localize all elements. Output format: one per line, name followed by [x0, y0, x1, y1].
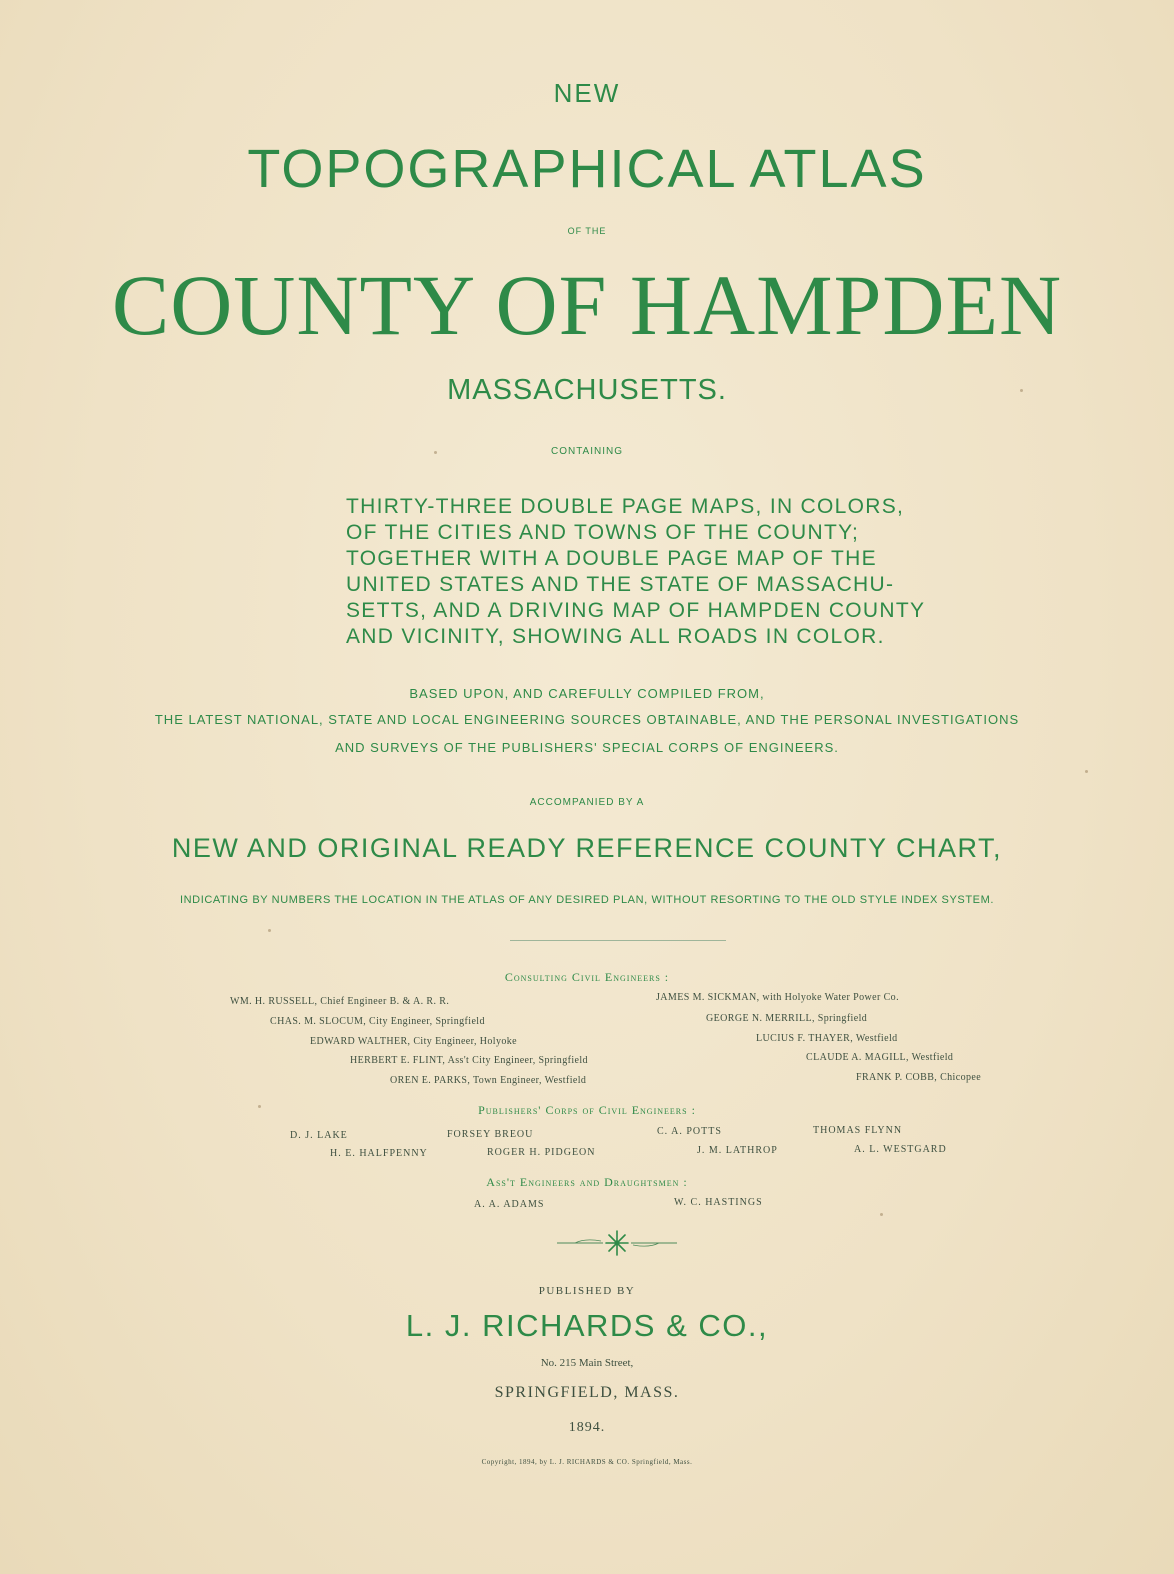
containing-label: CONTAINING: [550, 446, 624, 457]
state-name: MASSACHUSETTS.: [447, 374, 727, 406]
paper-speck: [1085, 770, 1088, 773]
assistants-heading: Ass't Engineers and Draughtsmen :: [486, 1175, 688, 1189]
publisher-city: SPRINGFIELD, MASS.: [494, 1384, 680, 1401]
engineer-entry: LUCIUS F. THAYER, Westfield: [756, 1033, 898, 1044]
description-line: OF THE CITIES AND TOWNS OF THE COUNTY;: [346, 521, 860, 544]
page-title: COUNTY OF HAMPDEN: [111, 257, 1063, 353]
corps-member: A. L. WESTGARD: [854, 1144, 947, 1155]
paper-speck: [258, 1105, 261, 1108]
corps-heading: Publishers' Corps of Civil Engineers :: [478, 1103, 696, 1117]
paper-speck: [1020, 389, 1023, 392]
corps-member: C. A. POTTS: [657, 1126, 722, 1137]
description-line: TOGETHER WITH A DOUBLE PAGE MAP OF THE: [346, 547, 877, 570]
contents-description: [346, 494, 926, 650]
surveys-line: AND SURVEYS OF THE PUBLISHERS' SPECIAL CORPS OF ENGINEERS.: [335, 740, 839, 755]
corps-member: H. E. HALFPENNY: [330, 1148, 428, 1159]
engineer-entry: HERBERT E. FLINT, Ass't City Engineer, Springfield: [350, 1055, 588, 1066]
engineer-entry: WM. H. RUSSELL, Chief Engineer B. & A. R. R.: [230, 996, 450, 1007]
indicating-line: INDICATING BY NUMBERS THE LOCATION IN THE ATLAS OF ANY DESIRED PLAN, WITHOUT RESORTING TO THE OLD STYLE INDEX SYSTEM.: [179, 894, 995, 906]
paper-speck: [434, 451, 437, 454]
of-the-label: OF THE: [567, 226, 607, 236]
publisher-street: No. 215 Main Street,: [540, 1357, 634, 1369]
assistant-member: A. A. ADAMS: [474, 1199, 545, 1210]
accompanied-by-label: ACCOMPANIED BY A: [529, 797, 645, 808]
engineer-entry: JAMES M. SICKMAN, with Holyoke Water Power Co.: [656, 992, 899, 1003]
engineer-entry: GEORGE N. MERRILL, Springfield: [706, 1013, 868, 1024]
engineer-entry: OREN E. PARKS, Town Engineer, Westfield: [390, 1075, 587, 1086]
based-upon-line: BASED UPON, AND CAREFULLY COMPILED FROM,: [409, 686, 765, 701]
publication-year: 1894.: [568, 1420, 606, 1435]
corps-member: ROGER H. PIDGEON: [487, 1147, 596, 1158]
floral-ornament-icon: [555, 1230, 679, 1256]
assistant-member: W. C. HASTINGS: [674, 1197, 763, 1208]
corps-member: FORSEY BREOU: [447, 1129, 534, 1140]
sources-line: THE LATEST NATIONAL, STATE AND LOCAL ENGINEERING SOURCES OBTAINABLE, AND THE PERSONAL INVESTIGATIONS: [154, 712, 1020, 727]
engineer-entry: CHAS. M. SLOCUM, City Engineer, Springfield: [270, 1016, 485, 1027]
divider: [510, 940, 726, 941]
paper-speck: [880, 1213, 883, 1216]
paper-speck: [268, 929, 271, 932]
engineer-entry: FRANK P. COBB, Chicopee: [856, 1072, 982, 1083]
engineer-entry: CLAUDE A. MAGILL, Westfield: [806, 1052, 954, 1063]
published-by-label: PUBLISHED BY: [538, 1285, 636, 1297]
chart-title: NEW AND ORIGINAL READY REFERENCE COUNTY CHART,: [171, 833, 1003, 863]
corps-member: J. M. LATHROP: [697, 1145, 778, 1156]
corps-member: THOMAS FLYNN: [813, 1125, 903, 1136]
description-line: THIRTY-THREE DOUBLE PAGE MAPS, IN COLORS,: [346, 495, 905, 518]
engineer-entry: EDWARD WALTHER, City Engineer, Holyoke: [310, 1036, 518, 1047]
description-line: SETTS, AND A DRIVING MAP OF HAMPDEN COUNTY: [346, 599, 926, 622]
heading-new: NEW: [553, 78, 621, 108]
description-line: AND VICINITY, SHOWING ALL ROADS IN COLOR.: [346, 625, 885, 648]
consulting-engineers-heading: Consulting Civil Engineers :: [504, 970, 670, 984]
corps-member: D. J. LAKE: [290, 1130, 348, 1141]
description-line: UNITED STATES AND THE STATE OF MASSACHU-: [346, 573, 895, 596]
heading-topographical-atlas: TOPOGRAPHICAL ATLAS: [247, 139, 927, 199]
copyright-notice: Copyright, 1894, by L. J. RICHARDS & CO. Springfield, Mass.: [481, 1458, 693, 1466]
publisher-name: L. J. RICHARDS & CO.,: [405, 1308, 769, 1343]
